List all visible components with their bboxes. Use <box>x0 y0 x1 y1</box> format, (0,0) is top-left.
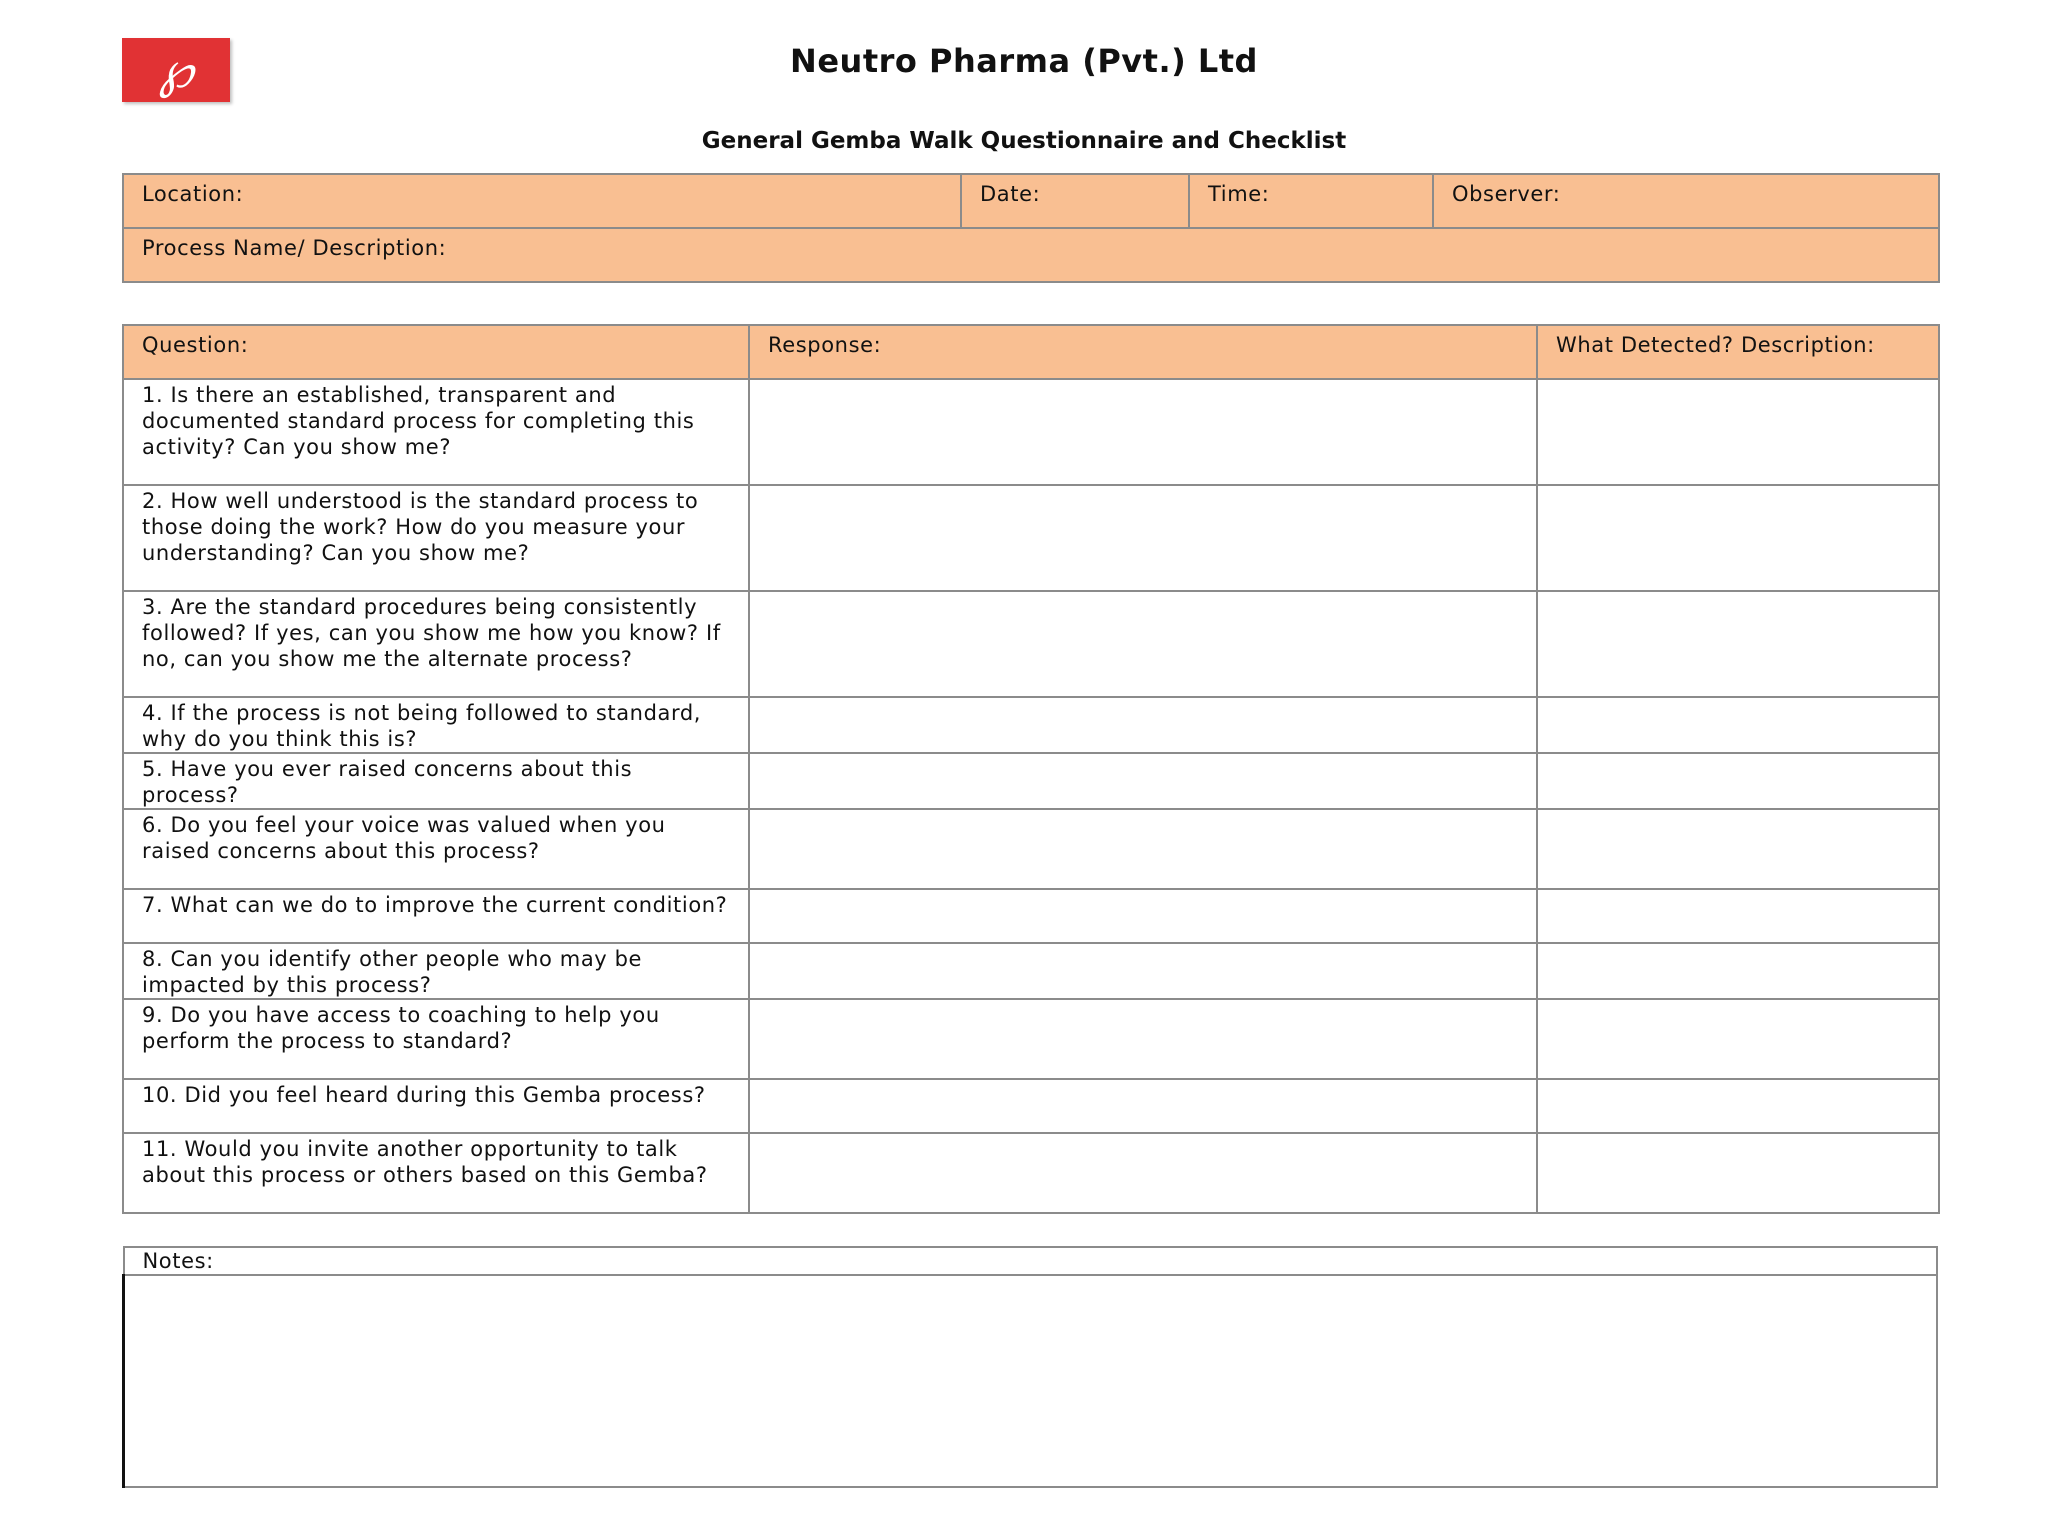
company-name: Neutro Pharma (Pvt.) Ltd <box>790 42 1258 80</box>
detected-header: What Detected? Description: <box>1537 325 1939 379</box>
process-field[interactable] <box>123 228 1939 282</box>
response-cell[interactable] <box>749 943 1537 999</box>
notes-area[interactable] <box>124 1275 1938 1487</box>
table-row <box>123 591 1939 697</box>
date-label: Date: <box>980 182 1041 206</box>
table-row <box>123 943 1939 999</box>
question-text: 9. Do you have access to coaching to help you perform the process to standard? <box>123 999 749 1079</box>
response-cell[interactable] <box>749 1133 1537 1213</box>
process-label: Process Name/ Description: <box>142 236 447 260</box>
date-field[interactable] <box>961 174 1189 228</box>
table-row <box>123 753 1939 809</box>
notes-table <box>122 1246 1938 1488</box>
detected-cell[interactable] <box>1537 485 1939 591</box>
table-row <box>123 889 1939 943</box>
logo-monogram: ℘ <box>158 41 194 99</box>
question-text: 5. Have you ever raised concerns about this process? <box>123 753 749 809</box>
detected-cell[interactable] <box>1537 379 1939 485</box>
response-cell[interactable] <box>749 809 1537 889</box>
question-table <box>122 324 1940 1214</box>
notes-label: Notes: <box>124 1247 1938 1275</box>
form-title: General Gemba Walk Questionnaire and Checklist <box>701 128 1347 154</box>
detected-cell[interactable] <box>1537 697 1939 753</box>
detected-cell[interactable] <box>1537 591 1939 697</box>
detected-cell[interactable] <box>1537 753 1939 809</box>
notes-body-row <box>124 1275 1938 1487</box>
table-row <box>123 697 1939 753</box>
process-row <box>123 228 1939 282</box>
table-row <box>123 999 1939 1079</box>
detected-cell[interactable] <box>1537 809 1939 889</box>
question-header-row <box>123 325 1939 379</box>
question-text: 10. Did you feel heard during this Gemba process? <box>123 1079 749 1133</box>
response-cell[interactable] <box>749 999 1537 1079</box>
time-label: Time: <box>1208 182 1270 206</box>
question-text: 4. If the process is not being followed to standard, why do you think this is? <box>123 697 749 753</box>
question-text: 11. Would you invite another opportunity to talk about this process or others based on this Gemba? <box>123 1133 749 1213</box>
response-cell[interactable] <box>749 379 1537 485</box>
info-row <box>123 174 1939 228</box>
table-row <box>123 809 1939 889</box>
question-text: 2. How well understood is the standard process to those doing the work? How do you measure your understanding? Can you show me? <box>123 485 749 591</box>
observer-label: Observer: <box>1452 182 1561 206</box>
question-header: Question: <box>123 325 749 379</box>
detected-cell[interactable] <box>1537 999 1939 1079</box>
question-text: 7. What can we do to improve the current condition? <box>123 889 749 943</box>
location-label: Location: <box>142 182 244 206</box>
response-cell[interactable] <box>749 889 1537 943</box>
response-cell[interactable] <box>749 591 1537 697</box>
question-text: 3. Are the standard procedures being consistently followed? If yes, can you show me how you know? If no, can you show me the alternate process? <box>123 591 749 697</box>
time-field[interactable] <box>1189 174 1433 228</box>
detected-cell[interactable] <box>1537 889 1939 943</box>
observer-field[interactable] <box>1433 174 1939 228</box>
info-table <box>122 173 1940 283</box>
location-field[interactable] <box>123 174 961 228</box>
detected-cell[interactable] <box>1537 1133 1939 1213</box>
detected-cell[interactable] <box>1537 1079 1939 1133</box>
response-cell[interactable] <box>749 485 1537 591</box>
table-row <box>123 1079 1939 1133</box>
notes-header-row <box>124 1247 1938 1275</box>
detected-cell[interactable] <box>1537 943 1939 999</box>
question-text: 6. Do you feel your voice was valued when you raised concerns about this process? <box>123 809 749 889</box>
question-text: 1. Is there an established, transparent and documented standard process for completing this activity? Can you show me? <box>123 379 749 485</box>
table-row <box>123 485 1939 591</box>
question-text: 8. Can you identify other people who may be impacted by this process? <box>123 943 749 999</box>
table-row <box>123 379 1939 485</box>
response-cell[interactable] <box>749 697 1537 753</box>
response-header: Response: <box>749 325 1537 379</box>
table-row <box>123 1133 1939 1213</box>
response-cell[interactable] <box>749 753 1537 809</box>
response-cell[interactable] <box>749 1079 1537 1133</box>
